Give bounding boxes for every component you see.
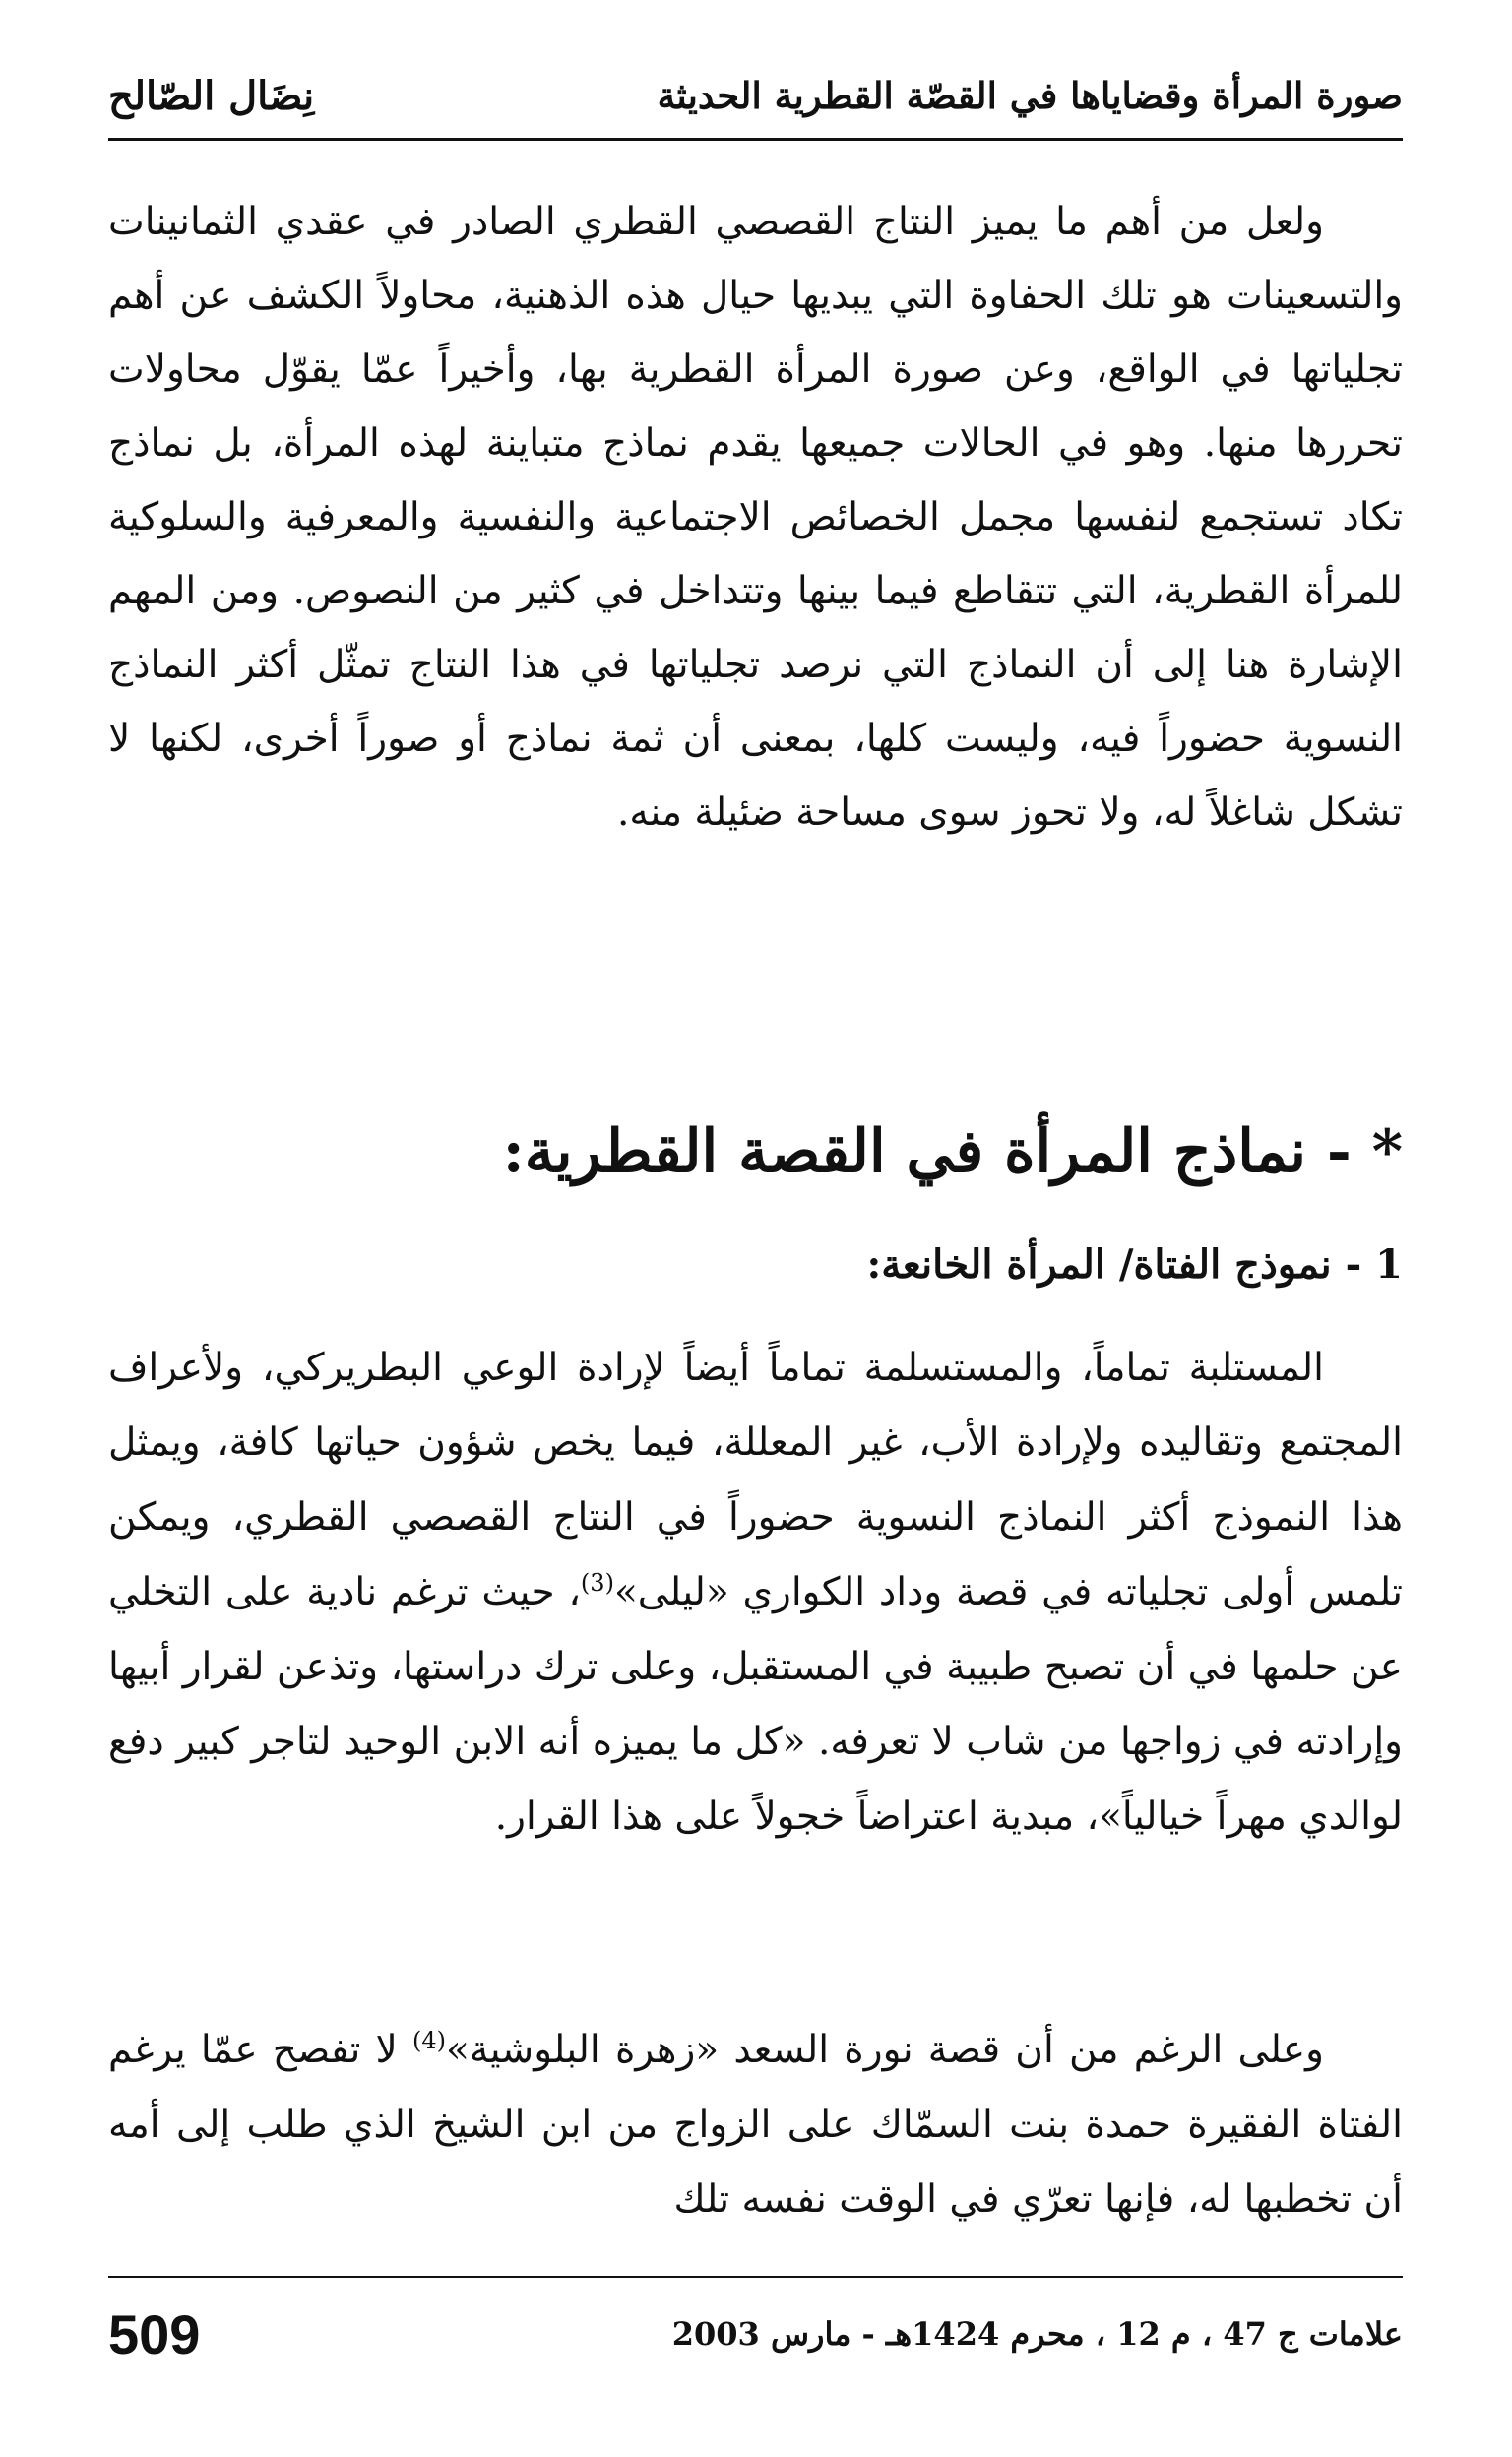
paragraph-2-text-b: ، حيث ترغم نادية على التخلي عن حلمها في أن تصبح طبيبة في المستقبل، وعلى ترك دراستها، وتذعن لقرار أبيها وإرادته في زواجها من شاب لا تعرفه. «كل ما يميزه أنه الابن الوحيد لتاجر كبير دفع لوالدي مهراً خيالياً»، مبدية اعتراضاً خجولاً على هذا القرار. [108,1570,1403,1839]
header-rule [108,138,1403,141]
page-number: 509 [108,2302,201,2365]
footnote-ref-3: (3) [580,1569,614,1597]
paragraph-3-text-a: وعلى الرغم من أن قصة نورة السعد «زهرة البلوشية» [446,2028,1324,2072]
paragraph-2-text-a: المستلبة تماماً، والمستسلمة تماماً أيضاً لإرادة الوعي البطريركي، ولأعراف المجتمع وتقاليده ولإرادة الأب، غير المعللة، فيما يخص شؤون حياتها كافة، ويمثل هذا النموذج أكثر النماذج النسوية حضوراً في النتاج القصصي القطري، ويمكن تلمس أولى تجلياته في قصة وداد الكواري «ليلى» [108,1346,1403,1614]
header-author: نِضَال الصّالح [108,72,315,119]
paragraph-2 [108,1331,1403,1855]
footer-rule [108,2276,1403,2278]
page-footer [108,2290,1403,2378]
paragraph-3 [108,2013,1403,2237]
document-page [108,0,1403,2457]
paragraph-1: ولعل من أهم ما يميز النتاج القصصي القطري الصادر في عقدي الثمانينات والتسعينات هو تلك الحفاوة التي يبديها حيال هذه الذهنية، محاولاً الكشف عن أهم تجلياتها في الواقع، وعن صورة المرأة القطرية بها، وأخيراً عمّا يقوّل محاولات تحررها منها. وهو في الحالات جميعها يقدم نماذج متباينة لهذه المرأة، بل نماذج تكاد تستجمع لنفسها مجمل الخصائص الاجتماعية والنفسية والمعرفية والسلوكية للمرأة القطرية، التي تتقاطع فيما بينها وتتداخل في كثير من النصوص. ومن المهم الإشارة هنا إلى أن النماذج التي نرصد تجلياتها في هذا النتاج تمثّل أكثر النماذج النسوية حضوراً فيه، وليست كلها، بمعنى أن ثمة نماذج أو صوراً أخرى، لكنها لا تشكل شاغلاً له، ولا تحوز سوى مساحة ضئيلة منه. [108,200,1403,835]
journal-citation: علامات ج 47 ، م 12 ، محرم 1424هـ - مارس 2003 [671,2315,1403,2353]
footnote-ref-4: (4) [411,2027,446,2054]
running-header [108,61,1403,130]
paragraph-3-text-b: لا تفصح عمّا يرغم الفتاة الفقيرة حمدة بنت السمّاك على الزواج من ابن الشيخ الذي طلب إلى أمه أن تخطبها له، فإنها تعرّي في الوقت نفسه تلك [108,2028,1403,2222]
section-heading: * - نماذج المرأة في القصة القطرية: [502,1117,1403,1186]
subheading: 1 - نموذج الفتاة/ المرأة الخانعة: [866,1241,1403,1288]
header-title: صورة المرأة وقضاياها في القصّة القطرية الحديثة [657,74,1403,117]
